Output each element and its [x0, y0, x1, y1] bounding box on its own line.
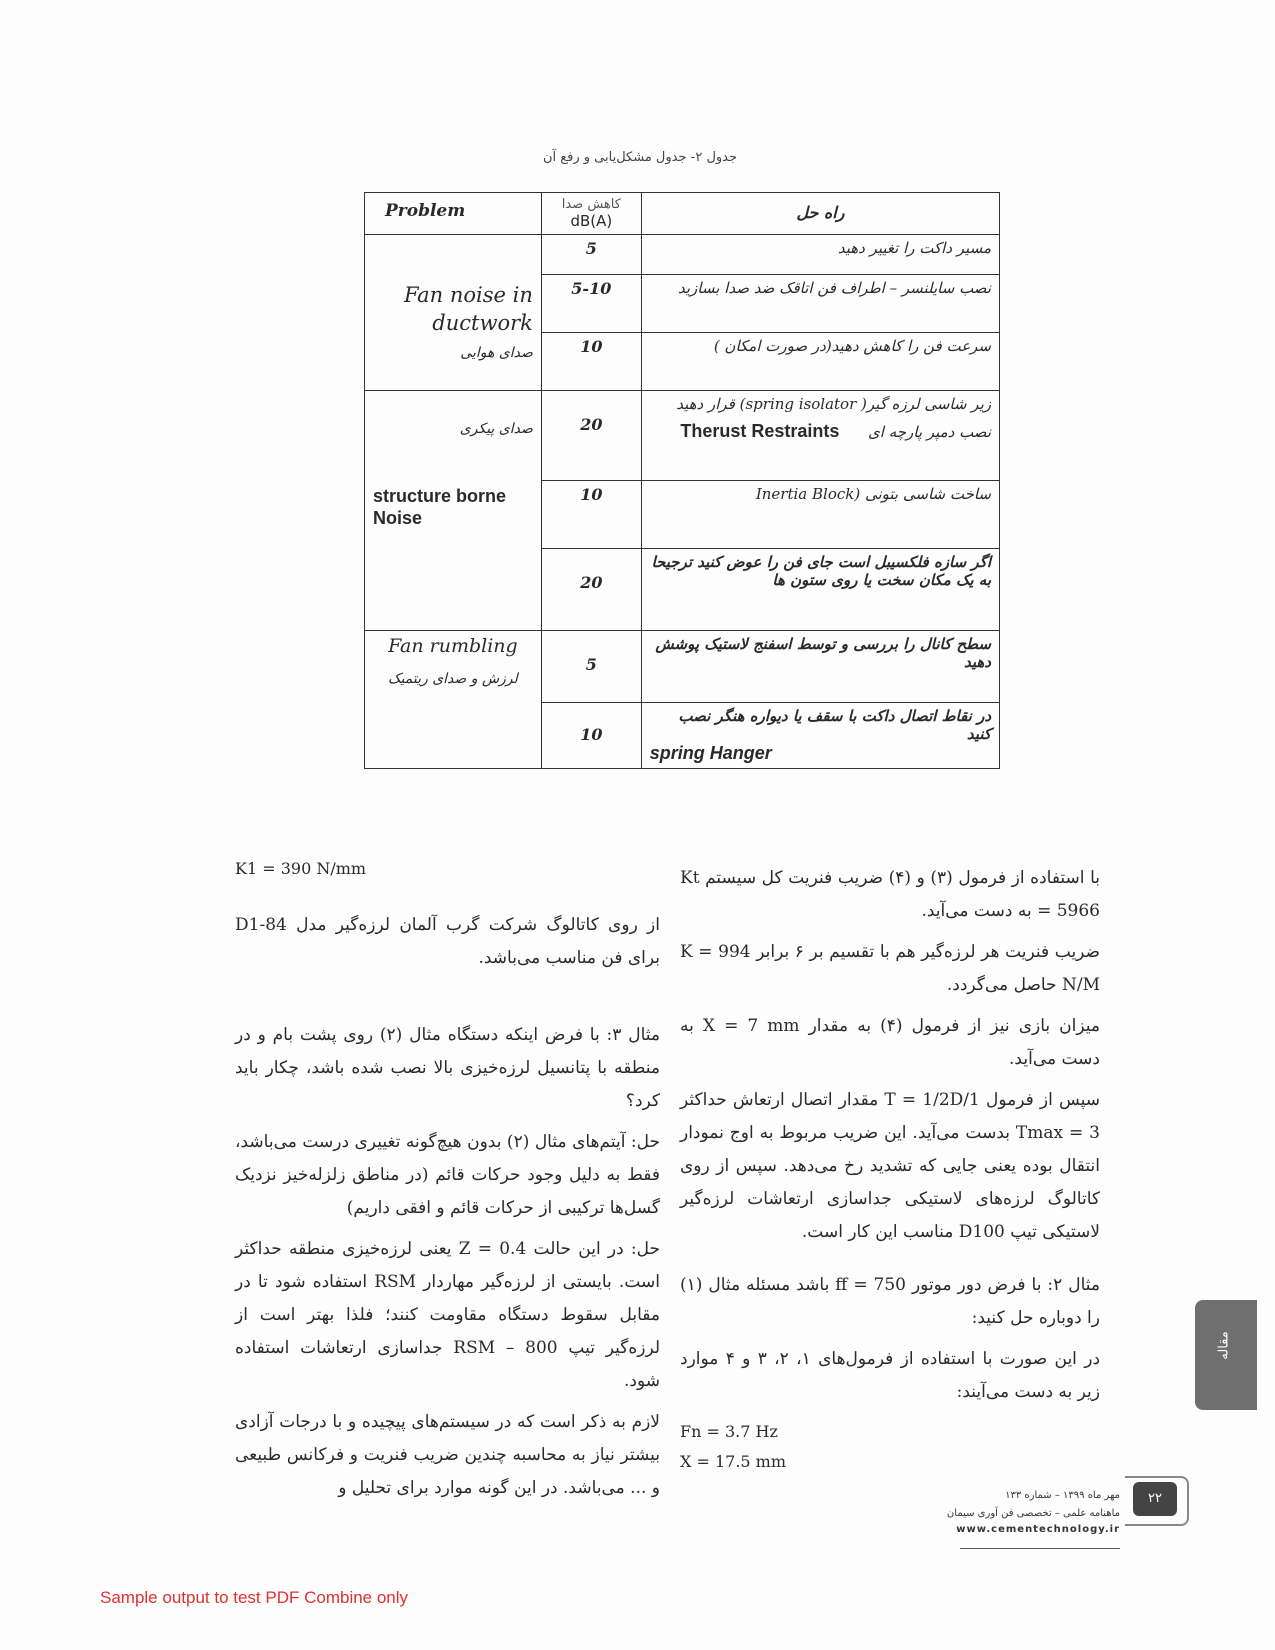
paragraph: سپس از فرمول 1/T = 1/2D مقدار اتصال ارتعاش حداکثر Tmax = 3 بدست می‌آید. این ضریب مربوط به اوج نمودار انتقال بوده یعنی جایی که تشدید رخ می‌دهد. سپس از روی کاتالوگ لرزه‌های لاستیکی جداسازی ارتعاشات لرزه‌گیر لاستیکی تیپ D100 مناسب این کار است. — [680, 1090, 1100, 1242]
left-column — [235, 852, 660, 1513]
solution-text: زیر شاسی لرزه گیر( spring isolator) قرار دهید — [676, 395, 991, 413]
problem-structure-noise-fa: صدای پیکری — [459, 421, 533, 437]
footer-divider — [960, 1548, 1120, 1549]
right-column — [680, 862, 1100, 1477]
table-header-row — [365, 193, 1000, 235]
reduction-value: 20 — [541, 549, 641, 631]
problem-fan-noise — [365, 235, 542, 391]
paragraph: با استفاده از فرمول (۳) و (۴) ضریب فنریت کل سیستم Kt = 5966 به دست می‌آید. — [680, 868, 1100, 921]
solution-text: نصب سایلنسر – اطراف فن اتاقک ضد صدا بسازید — [641, 275, 999, 333]
reduction-value: 5 — [541, 631, 641, 703]
reduction-value: 10 — [541, 333, 641, 391]
paragraph: در این صورت با استفاده از فرمول‌های ۱، ۲، ۳ و ۴ موارد زیر به دست می‌آیند: — [680, 1349, 1101, 1402]
paragraph: حل: آیتم‌های مثال (۲) بدون هیچ‌گونه تغییری درست می‌باشد، فقط به دلیل وجود حرکات قائم (در مناطق زلزله‌خیز نزدیک گسل‌ها ترکیبی از حرکات قائم و افقی داریم) — [235, 1132, 660, 1218]
solution-cell — [641, 391, 999, 481]
problem-structure-noise-en: structure borne Noise — [373, 486, 507, 528]
solution-cell — [641, 703, 999, 769]
section-tab-label: مقاله — [1216, 1331, 1232, 1360]
paragraph: ضریب فنریت هر لرزه‌گیر هم با تقسیم بر ۶ برابر K = 994 N/M حاصل می‌گردد. — [680, 942, 1100, 995]
footer-magazine: ماهنامه علمی – تخصصی فن آوری سیمان — [946, 1508, 1120, 1519]
reduction-value: 5 — [541, 235, 641, 275]
solution-text: سطح کانال را بررسی و توسط اسفنج لاستیک پوشش دهید — [641, 631, 999, 703]
solution-text: ساخت شاسی بتونی (Inertia Block — [641, 481, 999, 549]
problem-fan-noise-en: Fan noise in ductwork — [403, 283, 533, 335]
solution-text-en: spring Hanger — [649, 743, 772, 763]
footer-issue: مهر ماه ۱۳۹۹ – شماره ۱۳۳ — [1005, 1490, 1120, 1501]
reduction-value: 10 — [541, 703, 641, 769]
table-caption: جدول ۲- جدول مشکل‌یابی و رفع آن — [542, 150, 738, 165]
problem-structure-noise — [365, 391, 542, 631]
reduction-value: 10 — [541, 481, 641, 549]
paragraph: حل: در این حالت Z = 0.4 یعنی لرزه‌خیزی منطقه حداکثر است. بایستی از لرزه‌گیر مهاردار RSM استفاده شود تا در مقابل سقوط دستگاه مقاومت کنند؛ فلذا بهتر است از لرزه‌گیر تیپ RSM – 800 جداسازی ارتعاشات استفاده شود. — [235, 1239, 661, 1391]
formula-k1: K1 = 390 N/mm — [235, 859, 367, 878]
paragraph: مثال ۲: با فرض دور موتور ff = 750 باشد مسئله مثال (۱) را دوباره حل کنید: — [680, 1275, 1100, 1328]
reduction-value: 5-10 — [541, 275, 641, 333]
reduction-value: 20 — [541, 391, 641, 481]
solution-text-en: Therust Restraints — [680, 421, 840, 441]
solution-text: اگر سازه فلکسیبل است جای فن را عوض کنید ترجیحا به یک مکان سخت یا روی ستون ها — [641, 549, 999, 631]
formula-x: X = 17.5 mm — [680, 1452, 787, 1471]
watermark-text: Sample output to test PDF Combine only — [100, 1588, 409, 1607]
solution-text: مسیر داکت را تغییر دهید — [641, 235, 999, 275]
header-problem: Problem — [365, 193, 542, 235]
solution-text-fa: نصب دمپر پارچه ای — [868, 423, 991, 441]
formula-fn: Fn = 3.7 Hz — [680, 1422, 778, 1441]
solution-text: سرعت فن را کاهش دهید(در صورت امکان ) — [641, 333, 999, 391]
problem-fan-rumbling-fa: لرزش و صدای ریتمیک — [388, 671, 518, 687]
solution-text: در نقاط اتصال داکت با سقف یا دیواره هنگر نصب کنید — [678, 707, 991, 743]
paragraph: میزان بازی نیز از فرمول (۴) به مقدار X = 7 mm به دست می‌آید. — [680, 1016, 1100, 1069]
header-solution: راه حل — [641, 193, 999, 235]
page-number: ۲۲ — [1133, 1482, 1177, 1516]
problem-fan-rumbling — [365, 631, 542, 769]
paragraph: از روی کاتالوگ شرکت گرب آلمان لرزه‌گیر مدل D1-84 برای فن مناسب می‌باشد. — [235, 915, 660, 968]
paragraph: لازم به ذکر است که در سیستم‌های پیچیده و با درجات آزادی بیشتر نیاز به محاسبه چندین ضریب فنریت و فرکانس طبیعی و ... می‌باشد. در این گونه موارد برای تحلیل و — [235, 1412, 660, 1498]
header-reduction-fa: کاهش صدا — [561, 197, 621, 212]
problem-fan-rumbling-en: Fan rumbling — [388, 635, 518, 657]
problem-fan-noise-fa: صدای هوایی — [460, 345, 533, 361]
footer-website: www.cementechnology.ir — [956, 1524, 1120, 1535]
paragraph: مثال ۳: با فرض اینکه دستگاه مثال (۲) روی پشت بام و در منطقه با پتانسیل لرزه‌خیزی بالا نصب شده باشد، چکار باید کرد؟ — [235, 1025, 661, 1111]
header-reduction-unit: dB(A) — [570, 212, 613, 230]
header-reduction — [541, 193, 641, 235]
troubleshooting-table — [364, 192, 1000, 769]
